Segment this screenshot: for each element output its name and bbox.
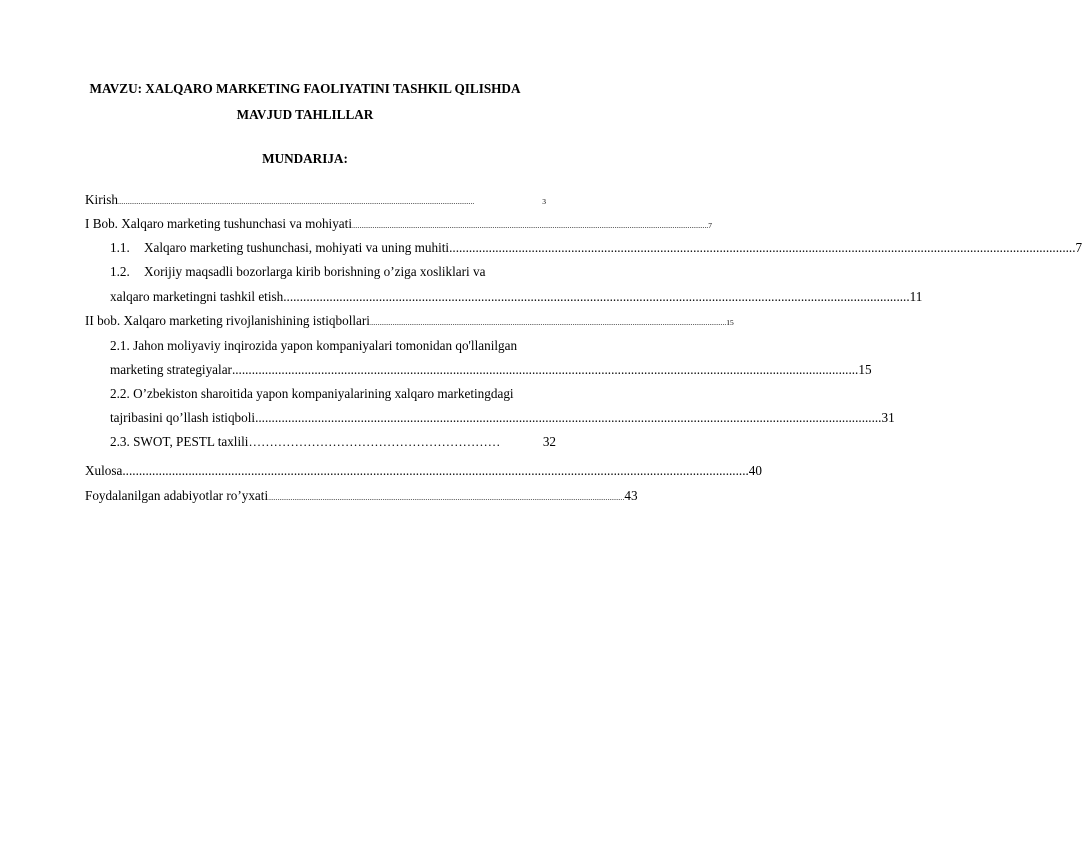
- toc-entry-text: II bob. Xalqaro marketing rivojlanishining istiqbollari: [85, 313, 370, 328]
- toc-entry-text: Xulosa: [85, 463, 123, 478]
- toc-leader-dots: ..............................................................................................................................................................................................: [122, 463, 749, 478]
- toc-entry-chapter-2[interactable]: [85, 313, 734, 331]
- toc-entry-2-2[interactable]: [110, 386, 514, 402]
- toc-entry-text: xalqaro marketingni tashkil etish: [110, 289, 284, 304]
- toc-leader-dots: ..............................................................................................................................................................................................: [268, 493, 625, 502]
- toc-leader-dots: ..............................................................................................................................................................................................: [255, 410, 882, 425]
- toc-entry-1-2[interactable]: [110, 264, 485, 280]
- toc-entry-text: Xalqaro marketing tushunchasi, mohiyati va uning muhiti: [144, 240, 450, 255]
- toc-entry-text: 2.2. O’zbekiston sharoitida yapon kompaniyalarining xalqaro marketingdagi: [110, 386, 514, 401]
- toc-entry-number: 1.1.: [110, 240, 130, 255]
- toc-entry-2-1[interactable]: [110, 338, 517, 354]
- toc-leader-dots: ..............................................................................................................................................................................................: [449, 240, 1076, 255]
- toc-leader-dots: ..............................................................................................................................................................................................: [117, 197, 475, 206]
- toc-entry-text: 2.3. SWOT, PESTL taxlili: [110, 434, 249, 449]
- toc-leader-dots: ..............................................................................................................................................................................................: [369, 318, 727, 327]
- toc-page-number: 32: [542, 434, 556, 449]
- toc-entry-2-1-continuation[interactable]: [110, 362, 872, 378]
- toc-entry-text: Foydalanilgan adabiyotlar ro’yxati: [85, 488, 269, 503]
- toc-entry-1-1[interactable]: [110, 240, 1082, 256]
- toc-entry-number: 1.2.: [110, 264, 130, 279]
- toc-leader-dots: ..............................................................................................................................................................................................: [231, 362, 859, 377]
- toc-entry-text: I Bob. Xalqaro marketing tushunchasi va mohiyati: [85, 216, 352, 231]
- toc-page-number: 3: [542, 197, 546, 206]
- toc-entry-chapter-1[interactable]: [85, 216, 712, 234]
- toc-page-number: 15: [858, 362, 872, 377]
- toc-entry-bibliography[interactable]: [85, 488, 638, 506]
- toc-page-number: 40: [748, 463, 762, 478]
- toc-entry-2-2-continuation[interactable]: [110, 410, 895, 426]
- contents-heading: MUNDARIJA:: [262, 151, 348, 166]
- document-title-line2: MAVJUD TAHLILLAR: [236, 107, 374, 122]
- toc-page-number: 7: [1075, 240, 1082, 255]
- toc-page-number: 15: [726, 318, 734, 327]
- toc-leader-dots: ..............................................................................................................................................................................................: [352, 221, 709, 230]
- document-title-line1: MAVZU: XALQARO MARKETING FAOLIYATINI TASHKIL QILISHDA: [89, 81, 521, 96]
- toc-page-number: 31: [881, 410, 895, 425]
- toc-entry-xulosa[interactable]: [85, 463, 762, 479]
- toc-leader-dots: ..............................................................................................................................................................................................: [283, 289, 910, 304]
- toc-page-number: 43: [624, 488, 638, 503]
- toc-entry-text: tajribasini qo’llash istiqboli: [110, 410, 256, 425]
- toc-entry-text: marketing strategiyalar: [110, 362, 232, 377]
- toc-leader-dots: ……………………………………………………: [248, 435, 501, 449]
- toc-entry-kirish[interactable]: [85, 192, 546, 210]
- toc-entry-text: Kirish: [85, 192, 118, 207]
- toc-entry-text: Xorijiy maqsadli bozorlarga kirib borishning o’ziga xosliklari va: [144, 264, 486, 279]
- toc-entry-text: 2.1. Jahon moliyaviy inqirozida yapon kompaniyalari tomonidan qo'llanilgan: [110, 338, 518, 353]
- toc-page-number: 7: [708, 221, 712, 230]
- toc-entry-2-3[interactable]: [110, 434, 556, 450]
- toc-page-number: 11: [909, 289, 923, 304]
- toc-entry-1-2-continuation[interactable]: [110, 289, 923, 305]
